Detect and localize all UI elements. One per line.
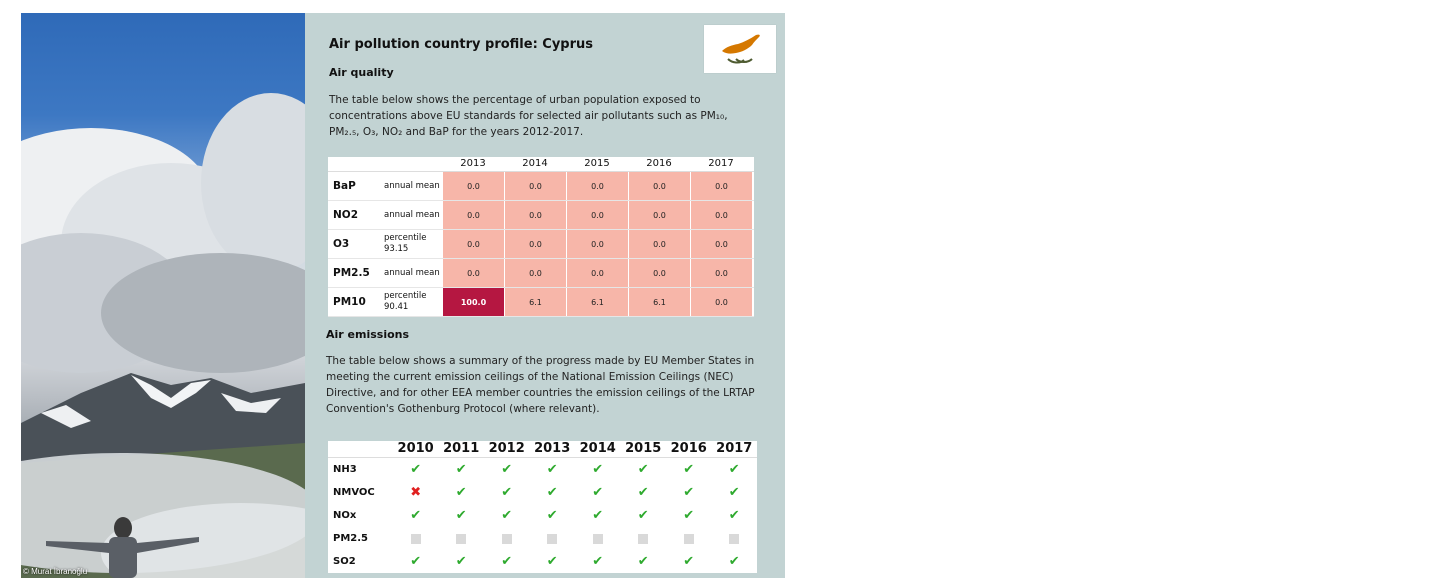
pollutant-name: SO2 — [333, 556, 356, 567]
table-row — [328, 259, 754, 288]
year-header: 2012 — [488, 441, 525, 456]
cyprus-flag-icon — [704, 25, 776, 73]
pollutant-name: O3 — [333, 238, 350, 250]
exposure-value: 0.0 — [504, 259, 566, 287]
exposure-value: 0.0 — [442, 201, 504, 229]
year-header: 2016 — [646, 158, 672, 169]
year-header: 2016 — [670, 441, 707, 456]
year-header: 2017 — [716, 441, 753, 456]
pollutant-name: NMVOC — [333, 487, 375, 498]
exposure-value: 0.0 — [566, 230, 628, 258]
pollutant-name: PM2.5 — [333, 533, 368, 544]
check-icon: ✔ — [683, 554, 695, 569]
not-applicable-icon — [620, 527, 666, 550]
exposure-value: 0.0 — [690, 172, 752, 200]
check-icon: ✔ — [728, 508, 740, 523]
exposure-value: 0.0 — [442, 230, 504, 258]
check-icon: ✔ — [728, 485, 740, 500]
pollutant-name: NOx — [333, 510, 357, 521]
air-quality-heading: Air quality — [329, 66, 394, 79]
statistic-label: annual mean — [384, 267, 440, 278]
check-icon: ✔ — [501, 508, 513, 523]
emissions-table-header — [328, 441, 757, 458]
year-header: 2010 — [397, 441, 434, 456]
exposure-value: 0.0 — [628, 172, 690, 200]
table-row — [328, 201, 754, 230]
exposure-value: 0.0 — [628, 201, 690, 229]
check-icon: ✔ — [455, 554, 467, 569]
check-icon: ✔ — [455, 462, 467, 477]
check-icon: ✔ — [455, 485, 467, 500]
exposure-value: 0.0 — [628, 230, 690, 258]
exposure-value: 0.0 — [690, 259, 752, 287]
air-quality-table-header — [328, 157, 754, 172]
table-row — [328, 527, 757, 550]
photo-credit: © Murat İbranoğlu — [23, 567, 88, 576]
exposure-value: 0.0 — [442, 172, 504, 200]
exposure-value: 0.0 — [628, 259, 690, 287]
emissions-table — [328, 441, 757, 573]
exposure-value: 0.0 — [566, 259, 628, 287]
exposure-value: 0.0 — [566, 172, 628, 200]
check-icon: ✔ — [683, 485, 695, 500]
check-icon: ✔ — [637, 485, 649, 500]
exposure-value: 0.0 — [442, 259, 504, 287]
check-icon: ✔ — [728, 554, 740, 569]
table-row — [328, 550, 757, 573]
not-applicable-icon — [575, 527, 621, 550]
check-icon: ✔ — [637, 462, 649, 477]
table-row — [328, 288, 754, 317]
not-applicable-icon — [712, 527, 758, 550]
check-icon: ✔ — [592, 554, 604, 569]
year-header: 2015 — [625, 441, 662, 456]
exposure-value: 0.0 — [504, 230, 566, 258]
table-row — [328, 504, 757, 527]
mountain-landscape-illustration — [21, 13, 305, 578]
pollutant-name: PM2.5 — [333, 267, 370, 279]
year-header: 2015 — [584, 158, 610, 169]
pollutant-name: PM10 — [333, 296, 366, 308]
statistic-label: annual mean — [384, 209, 440, 220]
cross-icon: ✖ — [410, 485, 422, 500]
air-quality-table — [328, 157, 754, 317]
exposure-value: 6.1 — [566, 288, 628, 316]
check-icon: ✔ — [546, 462, 558, 477]
year-header: 2014 — [522, 158, 548, 169]
year-header: 2014 — [579, 441, 616, 456]
check-icon: ✔ — [637, 554, 649, 569]
hero-photo — [21, 13, 305, 578]
air-quality-description: The table below shows the percentage of urban population exposed to concentrations above EU standards for selected air pollutants such as PM₁₀, PM₂.₅, O₃, NO₂ and BaP for the years 2012-2017. — [329, 94, 728, 138]
air-emissions-description: The table below shows a summary of the progress made by EU Member States in meeting the current emission ceilings of the National Emission Ceilings (NEC) Directive, and for other EEA member countries the emission ceilings of the LRTAP Convention's Gothenburg Protocol (where relevant). — [326, 355, 755, 415]
exposure-value: 0.0 — [566, 201, 628, 229]
pollutant-name: BaP — [333, 180, 356, 192]
exposure-value: 0.0 — [504, 201, 566, 229]
air-emissions-heading: Air emissions — [326, 328, 410, 341]
not-applicable-icon — [438, 527, 484, 550]
check-icon: ✔ — [683, 462, 695, 477]
exposure-value: 0.0 — [504, 172, 566, 200]
exposure-value-high: 100.0 — [442, 288, 504, 316]
check-icon: ✔ — [455, 508, 467, 523]
exposure-value: 6.1 — [628, 288, 690, 316]
check-icon: ✔ — [501, 485, 513, 500]
check-icon: ✔ — [546, 485, 558, 500]
check-icon: ✔ — [637, 508, 649, 523]
check-icon: ✔ — [728, 462, 740, 477]
exposure-value: 0.0 — [690, 230, 752, 258]
exposure-value: 0.0 — [690, 201, 752, 229]
check-icon: ✔ — [410, 554, 422, 569]
check-icon: ✔ — [546, 554, 558, 569]
check-icon: ✔ — [501, 554, 513, 569]
check-icon: ✔ — [592, 508, 604, 523]
check-icon: ✔ — [683, 508, 695, 523]
check-icon: ✔ — [546, 508, 558, 523]
statistic-label: annual mean — [384, 180, 440, 191]
year-header: 2013 — [460, 158, 486, 169]
not-applicable-icon — [666, 527, 712, 550]
page-title: Air pollution country profile: Cyprus — [329, 37, 594, 52]
table-row — [328, 230, 754, 259]
country-profile-panel — [305, 13, 785, 578]
pollutant-name: NO2 — [333, 209, 359, 221]
check-icon: ✔ — [501, 462, 513, 477]
check-icon: ✔ — [410, 508, 422, 523]
year-header: 2013 — [534, 441, 571, 456]
year-header: 2011 — [443, 441, 480, 456]
table-row — [328, 172, 754, 201]
check-icon: ✔ — [592, 485, 604, 500]
year-header: 2017 — [708, 158, 734, 169]
statistic-label: percentile 93.15 — [384, 233, 427, 254]
not-applicable-icon — [529, 527, 575, 550]
check-icon: ✔ — [592, 462, 604, 477]
not-applicable-icon — [484, 527, 530, 550]
statistic-label: percentile 90.41 — [384, 291, 427, 312]
check-icon: ✔ — [410, 462, 422, 477]
pollutant-name: NH3 — [333, 464, 357, 475]
table-row — [328, 458, 757, 481]
table-row — [328, 481, 757, 504]
exposure-value: 0.0 — [690, 288, 752, 316]
not-applicable-icon — [393, 527, 439, 550]
exposure-value: 6.1 — [504, 288, 566, 316]
